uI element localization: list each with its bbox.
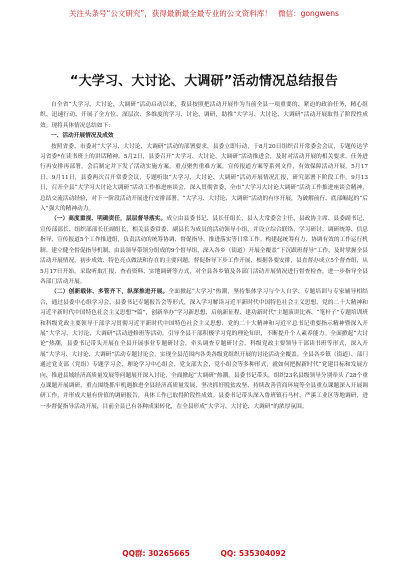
subsection-text: 成立由县委书记、县长任组长，县人大常委会主任、县政协主席、县委副书记、宣传部部长、组织部部长任副组长，相关县委常委、副县长为成员的活动领导小组，并设立综合联络、学习研讨、调研统筹、信息指导、宣传报道5个工作推进组，负责活动的统筹协调、督促指导、推进落实等日常工作。构建起统筹有力、协调有效的工作运行机制。建立健全督促指导机制，由县领导带领分组成的9个督导组，深入各乡（街道）开展全覆盖“下沉跟班督导”工作，及时掌握全县活动开展情况，初步成效、特色亮点做法和存在的主要问题，督促指导下步工作开展，根据各要安排，县直督办成立5个督查组，从5月17日开始，采取听取汇报、查看资料、实地调研等方式，对全县各乡镇及各部门活动开展情况进行督查检查，进一步指导全县各部门活动开展。 bbox=[40, 216, 369, 285]
intro-paragraph: 自全省“大学习、大讨论、大调研”活动启动以来，我县按照把活动开展作为当前全县一项重要的、紧迫的政治任务，精心组织、迅速行动、开展了全方位、深层次、多维度的学习、讨论、调研，助推“大学习、大讨论、大调研”活动开展取得了阶段性成效。现将具体情况总结如下： bbox=[40, 102, 368, 129]
banner-promo-text: 关注头条号“公文研究”，获得最新最全最专业的公文资料库！ bbox=[69, 9, 272, 18]
document-body bbox=[40, 100, 368, 412]
document-title: “大学习、大讨论、大调研”活动情况总结报告 bbox=[69, 74, 339, 89]
footer-qq-group: QQ群: 30265665 bbox=[122, 549, 190, 558]
top-banner bbox=[0, 0, 408, 28]
banner-wechat-text: 微信：gongwens bbox=[278, 9, 339, 18]
subsection-block bbox=[40, 287, 368, 412]
body-paragraph: 按照省委、市委对“大学习、大讨论、大调研”活动的部署要求，县委立即行动，于8月20日组织召开常委会会议，专题传达学习省委*在读书班上的讲话精神。5月2日，县委召开“大学习、大讨论、大调研”活动推进会，及时对活动开展的相关要求、任务进行再安排再部署。会后制定并下发了活动实施方案，重点聚焦重难方案，宣传报道方案等系列文件，有效保障活动开展。5月17日、9月11日，县委两次召开常委会议，专题听取“大学习、大讨论、大调研”活动开展情况汇报，研究部署下阶段工作。9月13日，召开全县“大学习大讨论大调研”活动工作推进座谈会，深入贯彻省委、全市“大学习大讨论大调研”活动工作推进座谈会精神，总结交流活动经验，对下一阶段活动开展进行安排部署。“大学习、大讨论、大调研”活动的有序开展，为破解前行、底部崛起的“后入”强大的精神动力。 bbox=[40, 143, 368, 213]
subsection-heading: （一）高度重视、明确责任，层层督导落实。 bbox=[51, 216, 167, 223]
footer-contact bbox=[0, 548, 408, 559]
section-heading: 一、活动开展情况及成效 bbox=[51, 133, 114, 140]
subsection-text: 全面掀起“大学习”热潮，坚持集体学习与个人自学、专题培训与专家辅导相结合，通过县委中心组学习会、县委书记专题报告会等形式，深入学习解读习近平新时代中国特色社会主义思想、党的二十大精神和习近平新时代中国特色社会主义思想“*篇”，创新举办“学习新思想、启航新征程、建功新时代”主题演讲比赛、“笔杆子”专题培训班和科级党政主要领导干部学习贯彻习近平新时代中国特色社会主义思想、党的二十大精神和习近平总书记重要指示精神暨深入开展“大学习、大讨论、大调研”活动进修班等活动，引导全县干部积极学习党的理论知识，不断提升个人素养能力。全面掀起“大讨论”热潮，县委书记带头开展在全县开展事业专题研讨会，牵头调查专题研讨会、科级党政主要领导干部读书班等形式，深入开展“大学习、大讨论、大调研”活动专题讨论会，实现全县范围内各类各级党组织开展的讨论活动全覆盖。全县各乡镇（街道）、部门通过党支部（党组）专题学习会、理论学习中心组会、党支部大会、党小组会等多种形式，就如何把握新时代“党建目标和发展方向、推进县域经济高质量发展等问题展开深入讨论，全面掀起“大调研”热潮。县委书记带头，组织23名县级领导分别牵头了28个重点课题开展调研，重点围绕抓牢机遇推进全县经济高质量发展、坚决抓好脱贫攻坚、持续改善营商环境等全县重点课题深入开展调研工作，并形成大量有价值的调研报告，具体工作已取得阶段性成效。县委书记带头深入鲁班镇石马村、严溪工业区等地调研，进一步督促指导活动开展，目前全县已有各种成果转化，在全县形成“大学习、大讨论、大调研”的浓厚氛围。 bbox=[40, 289, 368, 410]
subsection-block bbox=[40, 214, 368, 287]
subsection-heading: （二）创新载体、多管齐下，纵深推进开展。 bbox=[51, 289, 169, 296]
footer-qq: QQ: 535304092 bbox=[220, 549, 286, 558]
